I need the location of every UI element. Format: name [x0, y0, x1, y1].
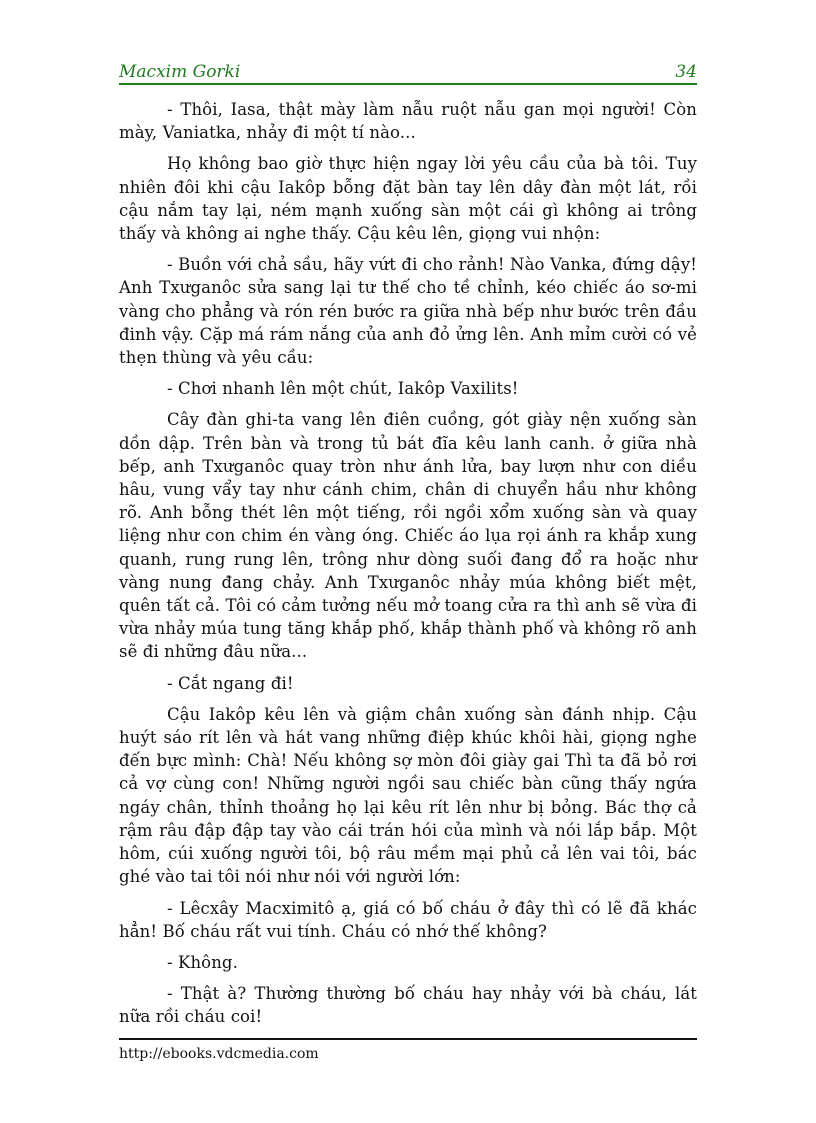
footer-divider — [119, 1038, 697, 1040]
book-author-title: Macxim Gorki — [119, 62, 241, 82]
paragraph: - Lêcxây Macximitô ạ, giá có bố cháu ở đây thì có lẽ đã khác hẳn! Bố cháu rất vui tính. Cháu có nhớ thế không? — [119, 898, 697, 941]
paragraph: Cây đàn ghi-ta vang lên điên cuồng, gót giày nện xuống sàn dồn dập. Trên bàn và trong tủ bát đĩa kêu lanh canh. ở giữa nhà bếp, anh Txưganôc quay tròn như ánh lửa, bay lượn như con diều hâu, vung vẩy tay như cánh chim, chân di chuyển hầu như không rõ. Anh bỗng thét lên một tiếng, rồi ngồi xổm xuống sàn và quay liệng như con chim én vàng óng. Chiếc áo lụa rọi ánh ra khắp xung quanh, rung rung lên, trông như dòng suối đang đổ ra hoặc như vàng nung đang chảy. Anh Txưganôc nhảy múa không biết mệt, quên tất cả. Tôi có cảm tưởng nếu mở toang cửa ra thì anh sẽ vừa đi vừa nhảy múa tung tăng khắp phố, khắp thành phố và không rõ anh sẽ đi những đâu nữa... — [119, 410, 697, 662]
paragraph: Cậu Iakôp kêu lên và giậm chân xuống sàn đánh nhịp. Cậu huýt sáo rít lên và hát vang những điệp khúc khôi hài, giọng nghe đến bực mình: Chà! Nếu không sợ mòn đôi giày gai Thì ta đã bỏ rơi cả vợ cùng con! Những người ngồi sau chiếc bàn cũng thấy ngứa ngáy chân, thỉnh thoảng họ lại kêu rít lên như bị bỏng. Bác thợ cả rậm râu đập đập tay vào cái trán hói của mình và nói lắp bắp. Một hôm, cúi xuống người tôi, bộ râu mềm mại phủ cả lên vai tôi, bác ghé vào tai tôi nói như nói với người lớn: — [119, 704, 697, 887]
paragraph: - Thật à? Thường thường bố cháu hay nhảy với bà cháu, lát nữa rồi cháu coi! — [119, 984, 697, 1027]
paragraph: - Chơi nhanh lên một chút, Iakôp Vaxilits! — [167, 379, 519, 399]
footer-url[interactable]: http://ebooks.vdcmedia.com — [119, 1046, 319, 1062]
paragraph: - Cắt ngang đi! — [167, 673, 294, 693]
page-body — [119, 98, 697, 1037]
paragraph: Họ không bao giờ thực hiện ngay lời yêu cầu của bà tôi. Tuy nhiên đôi khi cậu Iakôp bỗng đặt bàn tay lên dây đàn một lát, rồi cậu nắm tay lại, ném mạnh xuống sàn một cái gì không ai trông thấy và không ai nghe thấy. Cậu kêu lên, giọng vui nhộn: — [119, 154, 697, 244]
page-number: 34 — [675, 62, 697, 82]
page-header — [119, 59, 697, 85]
paragraph: - Không. — [167, 952, 238, 972]
paragraph: - Thôi, Iasa, thật mày làm nẫu ruột nẫu gan mọi người! Còn mày, Vaniatka, nhảy đi một tí nào... — [119, 100, 697, 143]
paragraph: - Buồn với chả sầu, hãy vứt đi cho rảnh! Nào Vanka, đứng dậy! Anh Txưganôc sửa sang lại tư thế cho tề chỉnh, kéo chiếc áo sơ-mi vàng cho phẳng và rón rén bước ra giữa nhà bếp như bước trên đầu đinh vậy. Cặp má rám nắng của anh đỏ ửng lên. Anh mỉm cười có vẻ thẹn thùng và yêu cầu: — [119, 255, 697, 368]
